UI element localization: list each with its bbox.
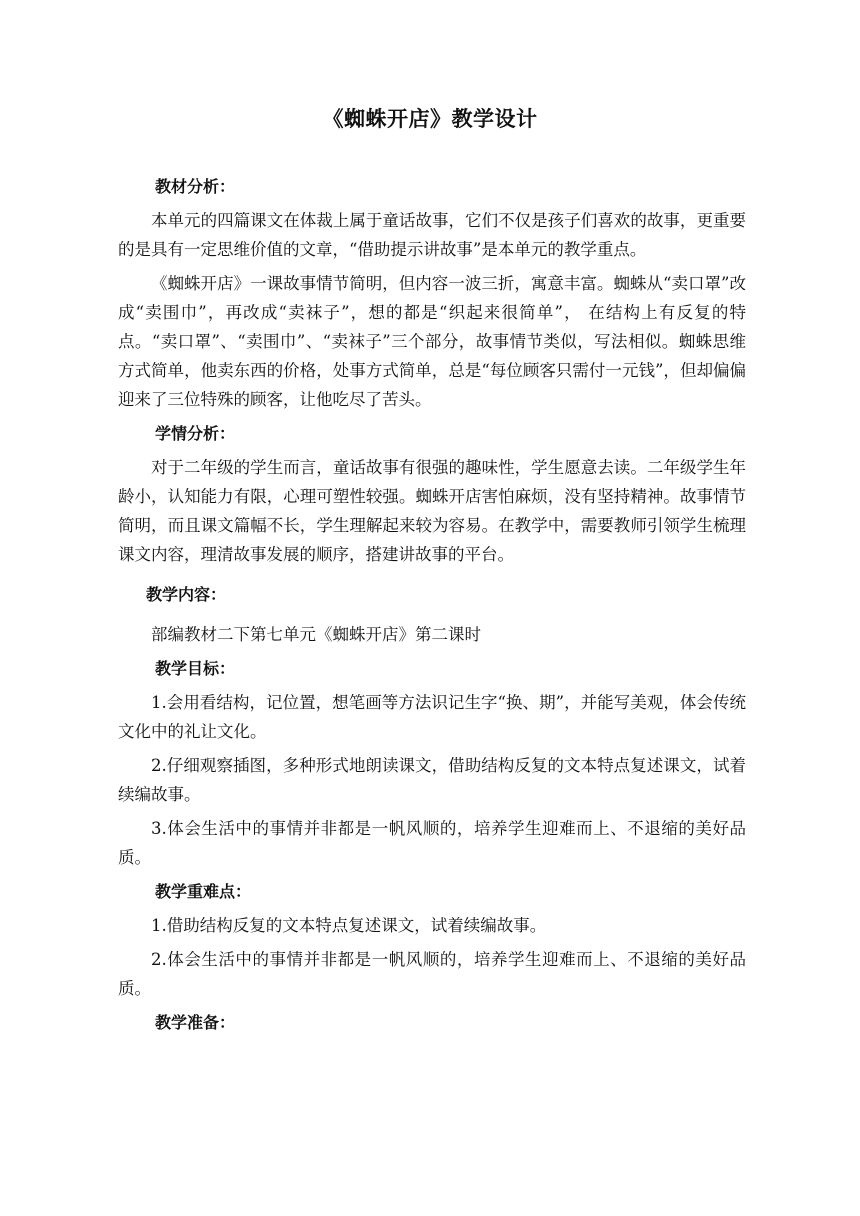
goal-item-3: 3.体会生活中的事情并非都是一帆风顺的，培养学生迎难而上、不退缩的美好品质。 xyxy=(118,819,746,867)
prep-heading: 教学准备： xyxy=(155,1013,236,1032)
student-heading: 学情分析： xyxy=(155,424,236,443)
content-heading: 教学内容： xyxy=(146,585,227,604)
document-body xyxy=(118,172,746,1042)
goal-item-2: 2.仔细观察插图，多种形式地朗读课文，借助结构反复的文本特点复述课文，试着续编故事。 xyxy=(118,756,746,804)
analysis-paragraph-2: 《蜘蛛开店》一课故事情节简明，但内容一波三折，寓意丰富。蜘蛛从“卖口罩”改成“卖围巾”，再改成“卖袜子”，想的都是“织起来很简单”， 在结构上有反复的特点。“卖口罩”、“卖围巾”、“卖袜子”三个部分，故事情节类似，写法相似。蜘蛛思维方式简单，他卖东西的价格，处事方式简单，总是“每位顾客只需付一元钱”，但却偏偏迎来了三位特殊的顾客，让他吃尽了苦头。 xyxy=(118,274,746,409)
document-title: 《蜘蛛开店》教学设计 xyxy=(322,107,538,131)
goals-heading: 教学目标： xyxy=(155,659,236,678)
key-item-1: 1.借助结构反复的文本特点复述课文，试着续编故事。 xyxy=(151,916,547,935)
student-paragraph: 对于二年级的学生而言，童话故事有很强的趣味性，学生愿意去读。二年级学生年龄小，认知能力有限，心理可塑性较强。蜘蛛开店害怕麻烦，没有坚持精神。故事情节简明，而且课文篇幅不长，学生理解起来较为容易。在教学中，需要教师引领学生梳理课文内容，理清故事发展的顺序，搭建讲故事的平台。 xyxy=(118,458,746,564)
analysis-paragraph-1: 本单元的四篇课文在体裁上属于童话故事，它们不仅是孩子们喜欢的故事，更重要的是具有一定思维价值的文章，“借助提示讲故事”是本单元的教学重点。 xyxy=(118,211,746,259)
content-paragraph: 部编教材二下第七单元《蜘蛛开店》第二课时 xyxy=(151,625,481,644)
analysis-heading: 教材分析： xyxy=(155,177,236,196)
key-item-2: 2.体会生活中的事情并非都是一帆风顺的，培养学生迎难而上、不退缩的美好品质。 xyxy=(118,950,746,998)
key-heading: 教学重难点： xyxy=(155,882,252,901)
goal-item-1: 1.会用看结构，记位置，想笔画等方法识记生字“换、期”，并能写美观，体会传统文化中的礼让文化。 xyxy=(118,693,746,741)
